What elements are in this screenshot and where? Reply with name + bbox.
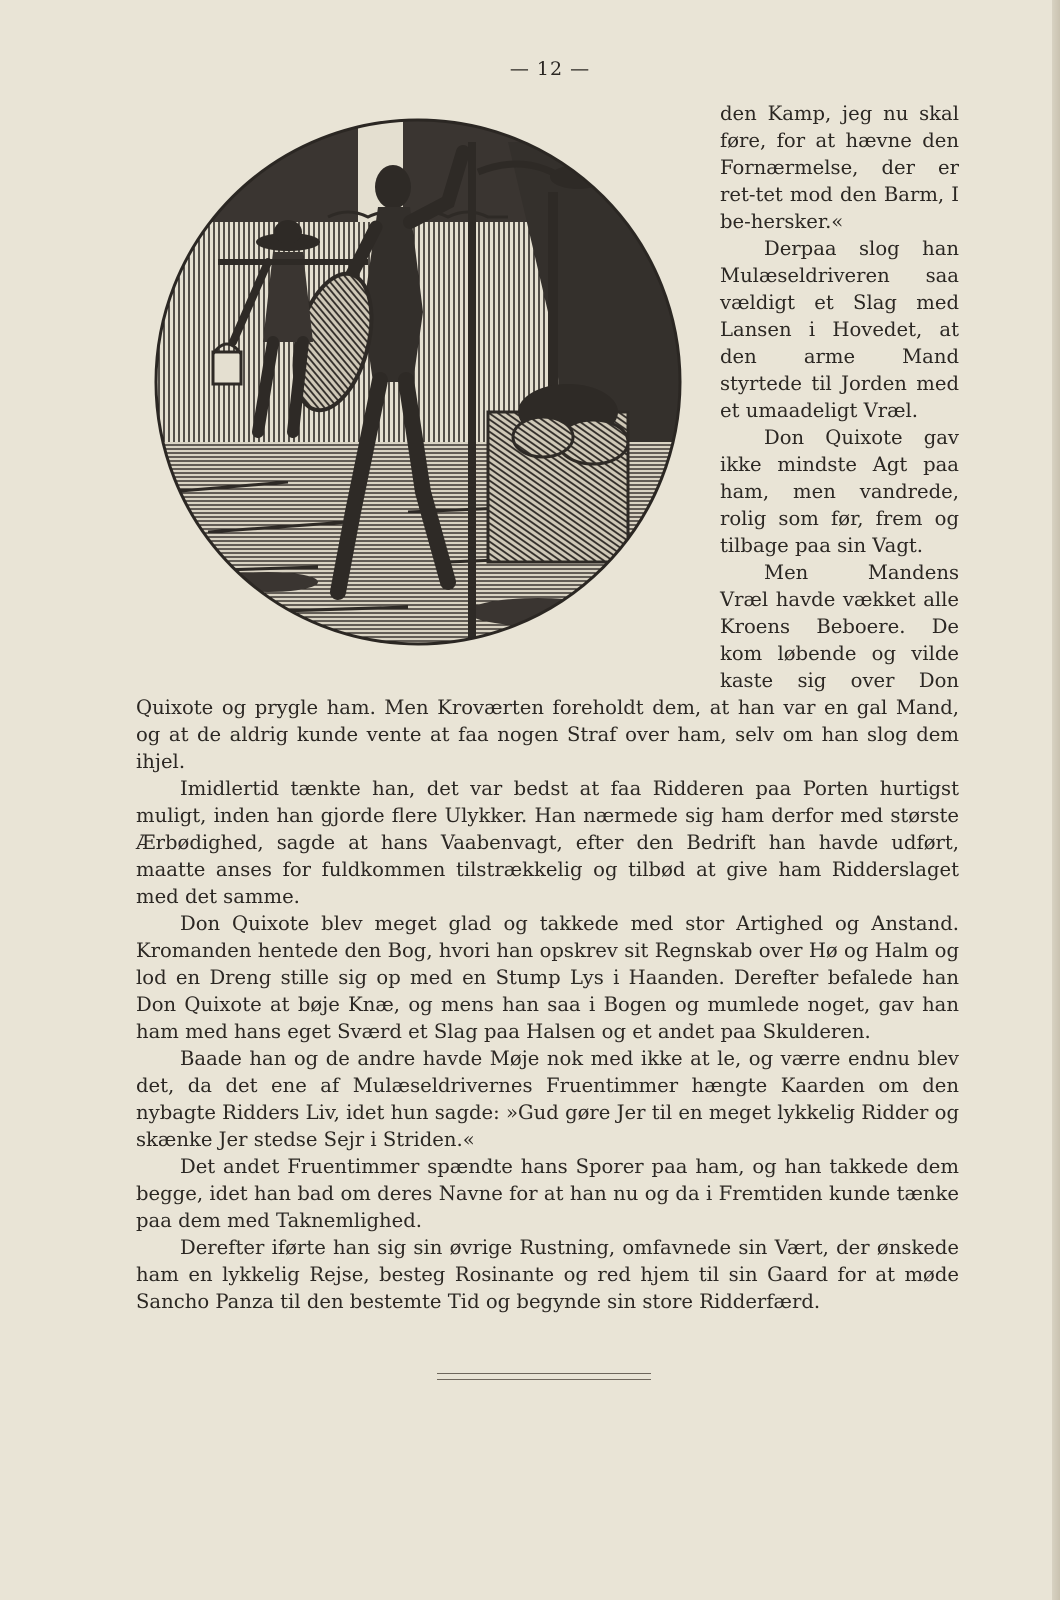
paragraph: Imidlertid tænkte han, det var bedst at faa Ridderen paa Porten hurtigst muligt, inden han gjorde flere Ulykker. Han nærmede sig ham derfor med største Ærbødighed, sagde at hans Vaabenvagt, efter den Bedrift han havde udført, maatte anses for fuldkommen tilstrækkelig og tilbød at give ham Ridderslaget med det samme. xyxy=(136,777,959,908)
paragraph: Don Quixote gav ikke mindste Agt paa ham, men vandrede, rolig som før, frem og tilbage paa sin Vagt. xyxy=(720,426,959,557)
illustration-spacer xyxy=(136,100,720,678)
paragraph: Derpaa slog han Mulæseldriveren saa vældigt et Slag med Lansen i Hovedet, at den arme Mand styrtede til Jorden med et umaadeligt Vræl. xyxy=(720,237,959,422)
page-number: — 12 — xyxy=(509,58,591,80)
paragraph: Derefter iførte han sig sin øvrige Rustning, omfavnede sin Vært, der ønskede ham en lykkelig Rejse, besteg Rosinante og red hjem til sin Gaard for at møde Sancho Panza til den bestemte Tid og begynde sin store Ridderfærd. xyxy=(136,1236,959,1313)
page-edge xyxy=(1052,0,1060,1600)
paragraph: Men Mandens Vræl havde vækket alle Kroens Beboere. De kom løbende og vilde kaste sig over Don Quixote og prygle ham. Men Kroværten foreholdt dem, at han var en gal Mand, og at de aldrig kunde vente at faa nogen Straf over ham, selv om han slog dem ihjel. xyxy=(136,561,959,773)
end-rule xyxy=(437,1373,651,1380)
paragraph: Don Quixote blev meget glad og takkede med stor Artighed og Anstand. Kromanden hentede den Bog, hvori han opskrev sit Regnskab over Hø og Halm og lod en Dreng stille sig op med en Stump Lys i Haanden. Derefter befalede han Don Quixote at bøje Knæ, og mens han saa i Bogen og mumlede noget, gav han ham med hans eget Sværd et Slag paa Halsen og et andet paa Skulderen. xyxy=(136,912,959,1043)
paragraph: Baade han og de andre havde Møje nok med ikke at le, og værre endnu blev det, da det ene af Mulæseldrivernes Fruentimmer hængte Kaarden om den nybagte Ridders Liv, idet hun sagde: »Gud gøre Jer til en meget lykkelig Ridder og skænke Jer stedse Sejr i Striden.« xyxy=(136,1047,959,1151)
paragraph: den Kamp, jeg nu skal føre, for at hævne den Fornærmelse, der er ret-tet mod den Barm, I be-hersker.« xyxy=(720,102,959,233)
body-text xyxy=(136,100,959,1315)
paragraph: Det andet Fruentimmer spændte hans Sporer paa ham, og han takkede dem begge, idet han bad om deres Navne for at han nu og da i Fremtiden kunde tænke paa dem med Taknemlighed. xyxy=(136,1155,959,1232)
